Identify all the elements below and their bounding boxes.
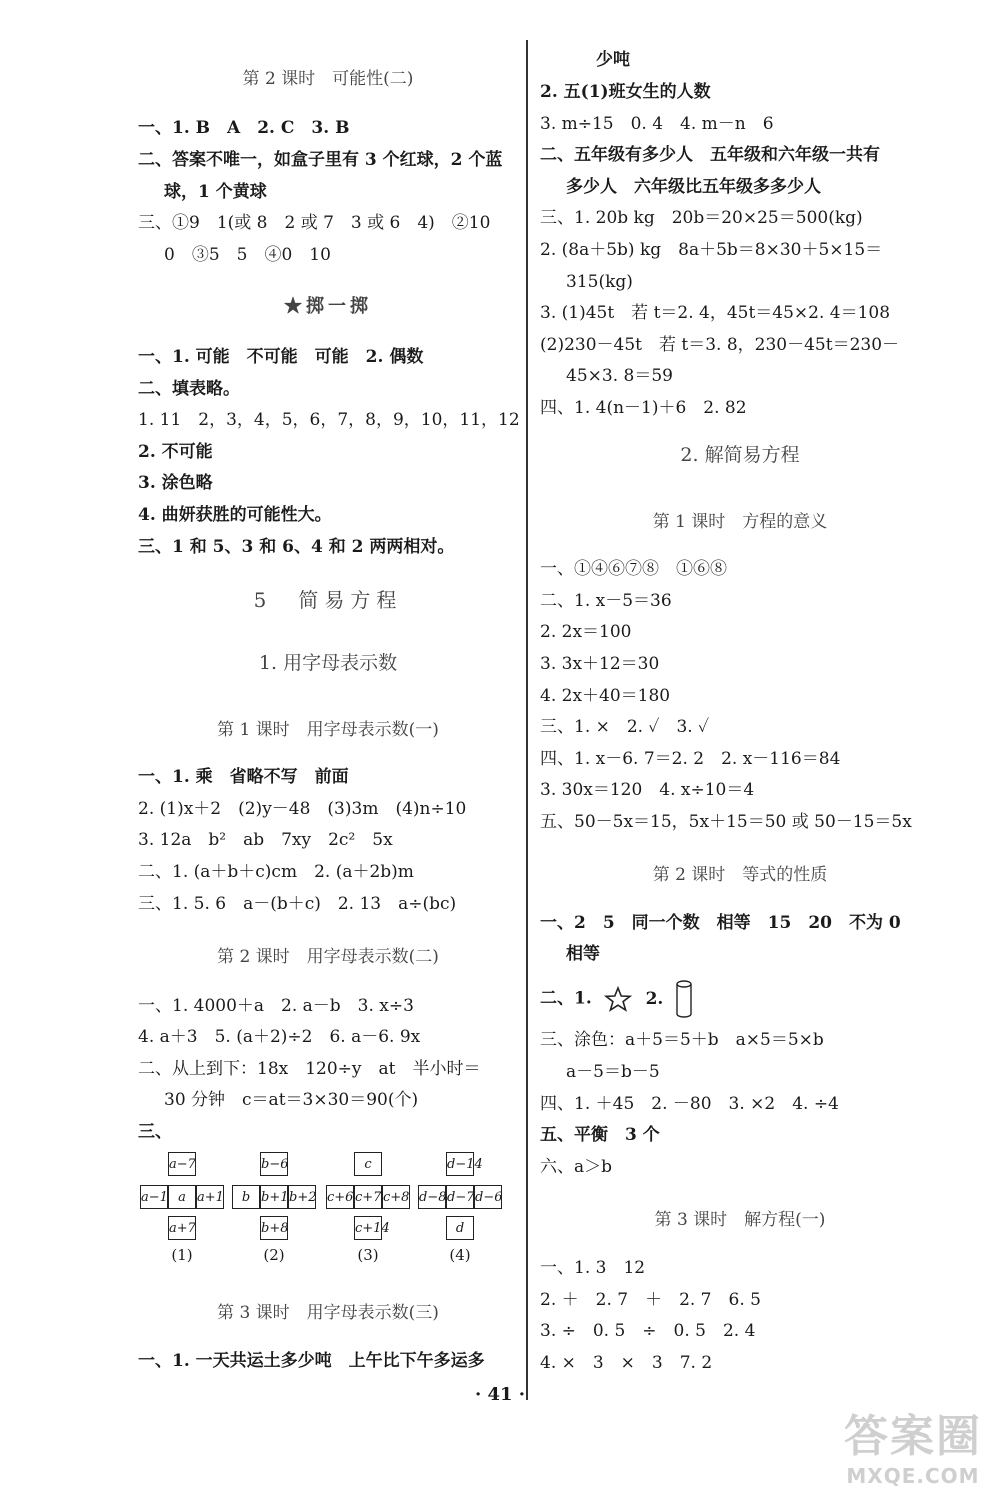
answer-line: 3. 30x＝120 4. x÷10＝4 [540, 780, 755, 800]
answer-line: 2. (1)x＋2 (2)y－48 (3)3m (4)n÷10 [138, 799, 467, 819]
answer-line: 四、1. x－6. 7＝2. 2 2. x－116＝84 [540, 749, 841, 769]
answer-line: 一、1. 3 12 [540, 1258, 646, 1278]
answer-line: 315(kg) [566, 272, 633, 292]
answer-line: 三、1. × 2. ✓ 3. ✓ [540, 717, 710, 737]
answer-line: 二、答案不唯一，如盒子里有 3 个红球，2 个蓝 [138, 150, 503, 170]
answer-line: 4. × 3 × 3 7. 2 [540, 1353, 713, 1373]
answer-line: 三、1. 5. 6 a－(b＋c) 2. 13 a÷(bc) [138, 894, 457, 914]
answer-label: 二、1. [540, 988, 592, 1009]
unit-title: 5 简易方程 [253, 588, 403, 612]
answer-line: a－5＝b－5 [566, 1062, 660, 1082]
cross-cell-top: a−7 [168, 1152, 196, 1176]
answer-line: 3. 3x＋12＝30 [540, 654, 660, 674]
answer-line: 2. 五(1)班女生的人数 [540, 82, 711, 102]
answer-line: 0 ③5 5 ④0 10 [164, 245, 331, 265]
answer-line: 2. (8a＋5b) kg 8a＋5b＝8×30＋5×15＝ [540, 240, 883, 260]
watermark-logo [844, 1400, 982, 1488]
figure-caption: (4) [449, 1246, 471, 1264]
number-cross [230, 1152, 320, 1242]
cross-cell-top: b−6 [260, 1152, 288, 1176]
answer-line: 二、五年级有多少人 五年级和六年级一共有 [540, 145, 880, 165]
figure-caption: (1) [171, 1246, 193, 1264]
answer-line: 少吨 [596, 50, 630, 70]
answer-line: 一、1. 乘 省略不写 前面 [138, 767, 349, 787]
cross-cell-center: b+1 [260, 1185, 288, 1209]
number-cross-figures [138, 1152, 518, 1242]
cross-cell-right: c+8 [382, 1185, 410, 1209]
page-number: · 41 · [474, 1384, 526, 1405]
answer-label: 2. [645, 988, 664, 1009]
answer-line: 球，1 个黄球 [164, 182, 267, 202]
answer-line: 3. 12a b² ab 7xy 2c² 5x [138, 830, 393, 850]
answer-line: 2. 2x＝100 [540, 622, 632, 642]
lesson-title: 第 1 课时 方程的意义 [652, 512, 828, 532]
number-cross [138, 1152, 228, 1242]
answer-line: 一、1. 一天共运土多少吨 上午比下午多运多 [138, 1351, 485, 1371]
cross-cell-bottom: d [446, 1216, 474, 1240]
number-cross [324, 1152, 414, 1242]
answer-line: 三、涂色：a＋5＝5＋b a×5＝5×b [540, 1030, 824, 1050]
lesson-title: 第 3 课时 解方程(一) [654, 1210, 826, 1230]
answer-line: 四、1. ＋45 2. －80 3. ×2 4. ÷4 [540, 1094, 839, 1114]
answer-line: 4. a＋3 5. (a＋2)÷2 6. a－6. 9x [138, 1027, 421, 1047]
answer-line: 一、①④⑥⑦⑧ ①⑥⑧ [540, 559, 727, 579]
answer-line: 3. m÷15 0. 4 4. m－n 6 [540, 114, 774, 134]
answer-line: 相等 [566, 944, 600, 964]
cross-cell-top: c [354, 1152, 382, 1176]
cross-cell-right: d−6 [474, 1185, 502, 1209]
answer-line: 一、1. 4000＋a 2. a－b 3. x÷3 [138, 996, 414, 1016]
answer-line: 六、a＞b [540, 1157, 613, 1177]
figure-caption: (2) [263, 1246, 285, 1264]
cross-cell-bottom: b+8 [260, 1216, 288, 1240]
answer-line: 2. ＋ 2. 7 ＋ 2. 7 6. 5 [540, 1290, 761, 1310]
answer-line: 1. 11 2，3，4，5，6，7，8，9，10，11，12 [138, 410, 520, 430]
answer-line: 多少人 六年级比五年级多多少人 [566, 177, 821, 197]
lesson-title: 第 1 课时 用字母表示数(一) [217, 720, 439, 740]
answer-line: (2)230－45t 若 t＝3. 8，230－45t＝230－ [540, 335, 900, 355]
cross-cell-right: a+1 [196, 1185, 224, 1209]
answer-line: 一、1. 可能 不可能 可能 2. 偶数 [138, 347, 424, 367]
answer-line: 二、填表略。 [138, 379, 240, 399]
lesson-title: 第 3 课时 用字母表示数(三) [217, 1303, 439, 1323]
cross-cell-center: d−7 [446, 1185, 474, 1209]
cross-cell-bottom: c+14 [354, 1216, 382, 1240]
answer-line: 30 分钟 c＝at＝3×30＝90(个) [164, 1090, 419, 1110]
answer-line: 3. 涂色略 [138, 473, 213, 493]
answer-line: 五、50－5x＝15，5x＋15＝50 或 50－15＝5x [540, 812, 912, 832]
lesson-title: 第 2 课时 用字母表示数(二) [217, 947, 439, 967]
cross-cell-left: d−8 [418, 1185, 446, 1209]
answer-line: 三、①9 1(或 8 2 或 7 3 或 6 4) ②10 [138, 213, 491, 233]
answer-line: 二、1. x－5＝36 [540, 591, 672, 611]
section-title: 2. 解简易方程 [680, 444, 800, 466]
answer-line: 二、1. (a＋b＋c)cm 2. (a＋2b)m [138, 862, 414, 882]
watermark-url: MXQE.COM [846, 1464, 980, 1488]
answer-line: 4. 2x＋40＝180 [540, 686, 671, 706]
number-cross [416, 1152, 506, 1242]
answer-line: 五、平衡 3 个 [540, 1125, 660, 1145]
lesson-title: 第 2 课时 可能性(二) [242, 69, 414, 89]
answer-line: 三、 [138, 1122, 172, 1142]
cross-cell-top: d−14 [446, 1152, 474, 1176]
answer-line: 2. 不可能 [138, 442, 213, 462]
answer-line: 3. ÷ 0. 5 ÷ 0. 5 2. 4 [540, 1321, 756, 1341]
section-title: 1. 用字母表示数 [258, 652, 398, 674]
answer-line: 3. (1)45t 若 t＝2. 4，45t＝45×2. 4＝108 [540, 303, 891, 323]
cross-cell-center: a [168, 1185, 196, 1209]
cross-cell-left: b [232, 1185, 260, 1209]
figure-caption: (3) [357, 1246, 379, 1264]
cross-cell-right: b+2 [288, 1185, 316, 1209]
cylinder-icon [675, 979, 693, 1019]
watermark-text: 答案圈 [844, 1411, 982, 1462]
cross-cell-bottom: a+7 [168, 1216, 196, 1240]
answer-line: 三、1 和 5、3 和 6、4 和 2 两两相对。 [138, 537, 455, 557]
answer-line: 一、1. B A 2. C 3. B [138, 118, 350, 138]
answer-line: 三、1. 20b kg 20b＝20×25＝500(kg) [540, 208, 863, 228]
answer-line: 一、2 5 同一个数 相等 15 20 不为 0 [540, 913, 901, 933]
cross-cell-center: c+7 [354, 1185, 382, 1209]
answer-line: 四、1. 4(n－1)＋6 2. 82 [540, 398, 747, 418]
answer-line: 4. 曲妍获胜的可能性大。 [138, 505, 332, 525]
star-outline-icon [604, 986, 632, 1012]
column-divider [526, 40, 528, 1400]
answer-line: 二、从上到下：18x 120÷y at 半小时＝ [138, 1059, 481, 1079]
answer-line: 45×3. 8＝59 [566, 366, 673, 386]
cross-cell-left: c+6 [326, 1185, 354, 1209]
section-title-star: ★掷一掷 [284, 296, 372, 317]
answer-line [540, 979, 693, 1019]
lesson-title: 第 2 课时 等式的性质 [652, 865, 828, 885]
cross-cell-left: a−1 [140, 1185, 168, 1209]
